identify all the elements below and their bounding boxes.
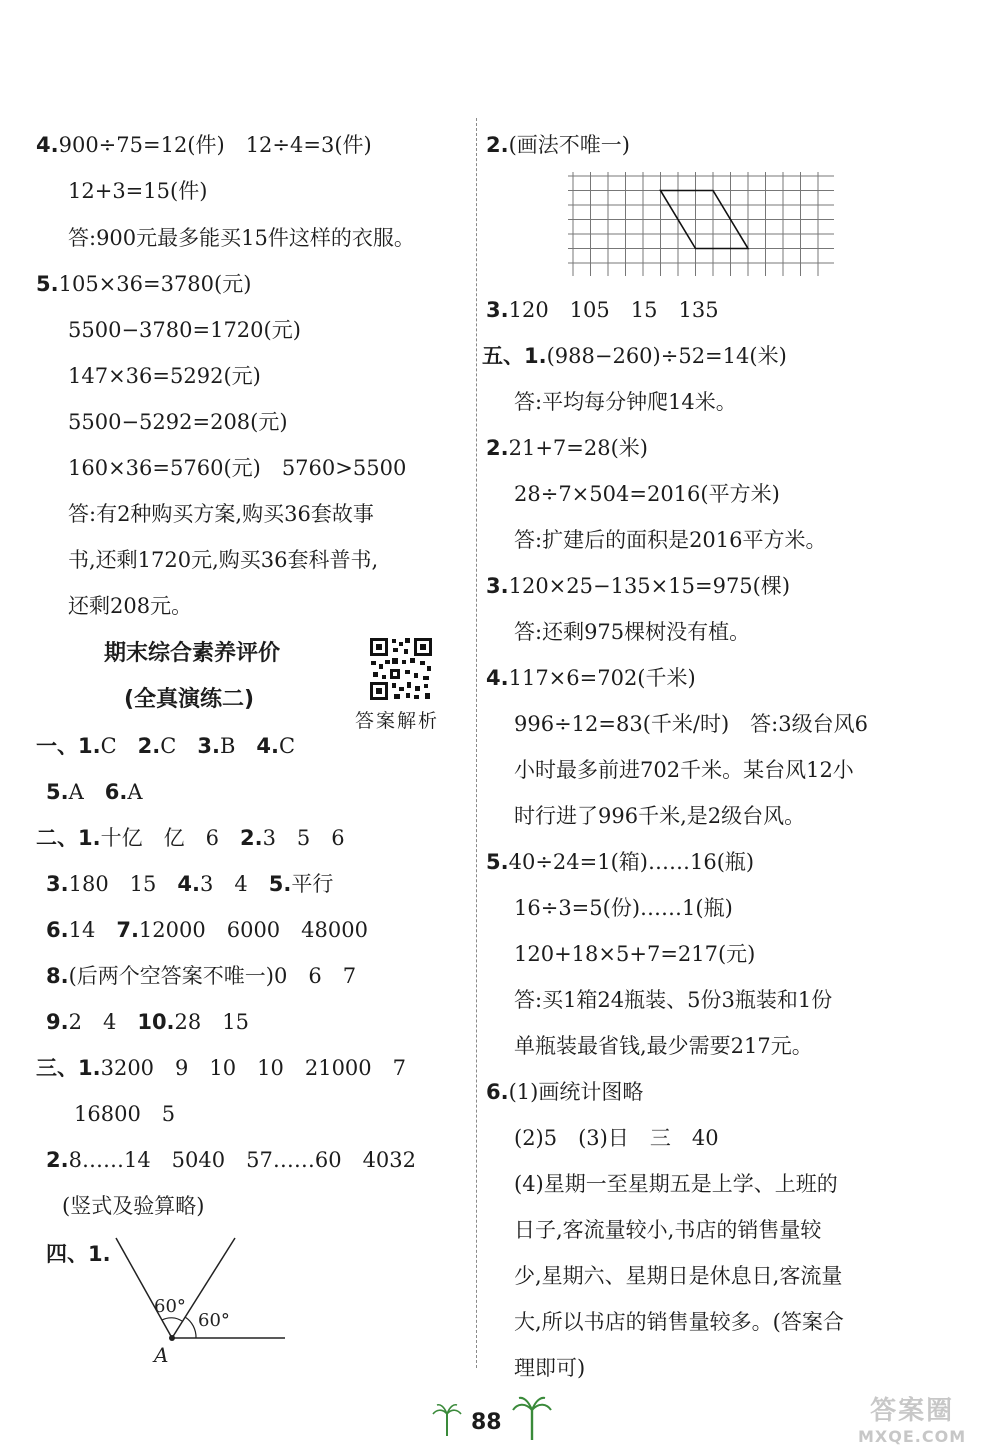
line-text: 180 15	[68, 872, 178, 896]
right-line	[486, 434, 648, 462]
answer-line	[46, 778, 143, 806]
line-text: 答:900元最多能买15件这样的衣服。	[68, 226, 415, 250]
right-line	[514, 710, 868, 738]
problem-number: 4.	[486, 666, 509, 690]
angle-arc-left	[162, 1318, 182, 1321]
right-line	[514, 388, 737, 416]
line-text: 答:还剩975棵树没有植。	[514, 620, 751, 644]
right-line	[486, 1078, 643, 1106]
line-text: B	[219, 734, 257, 758]
palm-ornament-right-icon	[512, 1396, 552, 1442]
right-line	[486, 296, 719, 324]
problem-number: 四、1.	[46, 1242, 111, 1266]
line-text: 21+7=28(米)	[508, 436, 648, 460]
problem-number: 6.	[46, 918, 69, 942]
line-text: 还剩208元。	[68, 594, 193, 618]
line-text: 120 105 15 135	[508, 298, 719, 322]
right-line	[486, 131, 630, 159]
right-line	[514, 802, 805, 830]
left-line	[68, 454, 406, 482]
problem-number: 3.	[486, 574, 509, 598]
watermark-url: MXQE.COM	[858, 1427, 967, 1446]
line-text: A	[127, 780, 143, 804]
answer-line	[46, 962, 356, 990]
line-text: (竖式及验算略)	[62, 1194, 205, 1218]
problem-number: 一、1.	[36, 734, 101, 758]
left-line	[68, 316, 301, 344]
answer-line	[36, 732, 295, 760]
problem-number: 4.	[256, 734, 279, 758]
problem-number: 5.	[486, 850, 509, 874]
angle-arc-right	[185, 1317, 196, 1338]
problem-number: 2.	[239, 826, 263, 850]
right-line	[514, 894, 733, 922]
line-text: 答:扩建后的面积是2016平方米。	[514, 528, 827, 552]
answer-line	[62, 1192, 204, 1220]
left-line	[36, 270, 251, 298]
vertex-point	[169, 1335, 175, 1341]
line-text: 900÷75=12(件) 12÷4=3(件)	[58, 133, 372, 157]
line-text: 3200 9 10 10 21000 7	[100, 1056, 407, 1080]
qr-code-icon	[368, 636, 434, 702]
problem-number: 10.	[137, 1010, 175, 1034]
problem-number: 3.	[197, 734, 220, 758]
answer-line	[36, 1054, 406, 1082]
answer-line	[46, 1008, 249, 1036]
problem-number: 三、1.	[36, 1056, 101, 1080]
line-text: 答:有2种购买方案,购买36套故事	[68, 502, 374, 526]
left-line	[68, 546, 378, 574]
line-text: 答:平均每分钟爬14米。	[514, 390, 737, 414]
line-text: (画法不唯一)	[508, 133, 630, 157]
problem-number: 2.	[486, 436, 509, 460]
left-line	[68, 500, 374, 528]
line-text: 12000 6000 48000	[138, 918, 368, 942]
problem-number: 4.	[177, 872, 200, 896]
line-text: 147×36=5292(元)	[68, 364, 261, 388]
angle-label-right: 60°	[198, 1310, 230, 1331]
problem-number: 五、1.	[482, 344, 547, 368]
qr-caption: 答案解析	[355, 710, 440, 732]
right-line	[486, 664, 696, 692]
right-line	[514, 480, 780, 508]
line-text: 3 4	[200, 872, 269, 896]
line-text: 单瓶装最省钱,最少需要217元。	[514, 1034, 813, 1058]
left-line	[68, 224, 415, 252]
left-line	[36, 131, 372, 159]
line-text: 理即可)	[514, 1356, 586, 1380]
line-text: 120×25−135×15=975(棵)	[508, 574, 791, 598]
right-line	[514, 1262, 842, 1290]
problem-number: 3.	[46, 872, 69, 896]
angle-label-left: 60°	[154, 1296, 186, 1317]
line-text: 117×6=702(千米)	[508, 666, 696, 690]
vertex-label: A	[154, 1343, 169, 1367]
answer-line	[46, 916, 368, 944]
line-text: 8……14 5040 57……60 4032	[68, 1148, 417, 1172]
watermark-main: 答案圈	[870, 1396, 955, 1426]
line-text: 5500−3780=1720(元)	[68, 318, 301, 342]
problem-number: 2.	[137, 734, 161, 758]
problem-number: 二、1.	[36, 826, 101, 850]
right-line	[514, 986, 832, 1014]
angle-ray-left	[116, 1238, 172, 1338]
problem-number: 3.	[486, 298, 509, 322]
answer-line	[36, 824, 345, 852]
line-text: 996÷12=83(千米/时) 答:3级台风6	[514, 712, 868, 736]
left-line	[68, 362, 261, 390]
right-line	[514, 1170, 838, 1198]
line-text: 28 15	[174, 1010, 249, 1034]
line-text: 105×36=3780(元)	[58, 272, 252, 296]
right-line	[514, 618, 750, 646]
line-text: 3 5 6	[262, 826, 345, 850]
right-line	[514, 526, 827, 554]
right-line	[514, 756, 854, 784]
right-line	[486, 572, 790, 600]
line-text: 2 4	[68, 1010, 138, 1034]
page-number: 88	[471, 1410, 502, 1435]
answer-line	[46, 1240, 111, 1268]
line-text: 160×36=5760(元) 5760>5500	[68, 456, 407, 480]
line-text: 5500−5292=208(元)	[68, 410, 288, 434]
column-divider	[476, 118, 477, 1368]
line-text: 14	[68, 918, 117, 942]
line-text: 小时最多前进702千米。某台风12小	[514, 758, 854, 782]
line-text: 书,还剩1720元,购买36套科普书,	[68, 548, 379, 572]
problem-number: 2.	[46, 1148, 69, 1172]
problem-number: 7.	[116, 918, 139, 942]
right-line	[514, 1032, 813, 1060]
problem-number: 5.	[36, 272, 59, 296]
right-line	[514, 1216, 821, 1244]
line-text: 答:买1箱24瓶装、5份3瓶装和1份	[514, 988, 833, 1012]
grid-parallelogram-figure	[568, 172, 834, 276]
answer-line	[46, 870, 333, 898]
problem-number: 8.	[46, 964, 69, 988]
problem-number: 6.	[104, 780, 128, 804]
angle-figure	[110, 1236, 300, 1368]
line-text: 28÷7×504=2016(平方米)	[514, 482, 780, 506]
line-text: C	[160, 734, 198, 758]
line-text: (4)星期一至星期五是上学、上班的	[514, 1172, 838, 1196]
line-text: 40÷24=1(箱)……16(瓶)	[508, 850, 755, 874]
right-line	[514, 940, 755, 968]
right-line	[514, 1124, 719, 1152]
right-line	[514, 1308, 844, 1336]
problem-number: 5.	[268, 872, 292, 896]
right-line	[514, 1354, 585, 1382]
line-text: 16800 5	[74, 1102, 176, 1126]
answer-line	[46, 1146, 416, 1174]
problem-number: 5.	[46, 780, 69, 804]
line-text: C	[100, 734, 138, 758]
line-text: 大,所以书店的销售量较多。(答案合	[514, 1310, 844, 1334]
answer-line	[74, 1100, 175, 1128]
line-text: 16÷3=5(份)……1(瓶)	[514, 896, 733, 920]
section-title: 期末综合素养评价	[104, 641, 281, 666]
line-text: 平行	[291, 872, 334, 896]
line-text: C	[278, 734, 296, 758]
line-text: 时行进了996千米,是2级台风。	[514, 804, 806, 828]
line-text: 十亿 亿 6	[100, 826, 240, 850]
problem-number: 4.	[36, 133, 59, 157]
right-line	[486, 848, 754, 876]
left-line	[68, 177, 207, 205]
line-text: A	[68, 780, 105, 804]
line-text: (2)5 (3)日 三 40	[514, 1126, 719, 1150]
watermark	[858, 1390, 966, 1446]
line-text: 日子,客流量较小,书店的销售量较	[514, 1218, 822, 1242]
palm-ornament-left-icon	[432, 1402, 462, 1438]
problem-number: 2.	[486, 133, 509, 157]
line-text: (后两个空答案不唯一)0 6 7	[68, 964, 357, 988]
line-text: (988−260)÷52=14(米)	[546, 344, 787, 368]
section-subtitle: (全真演练二)	[124, 687, 255, 712]
line-text: 少,星期六、星期日是休息日,客流量	[514, 1264, 843, 1288]
right-line	[482, 342, 787, 370]
problem-number: 9.	[46, 1010, 69, 1034]
line-text: (1)画统计图略	[508, 1080, 644, 1104]
left-line	[68, 592, 192, 620]
line-text: 12+3=15(件)	[68, 179, 208, 203]
problem-number: 6.	[486, 1080, 509, 1104]
left-line	[68, 408, 288, 436]
line-text: 120+18×5+7=217(元)	[514, 942, 756, 966]
